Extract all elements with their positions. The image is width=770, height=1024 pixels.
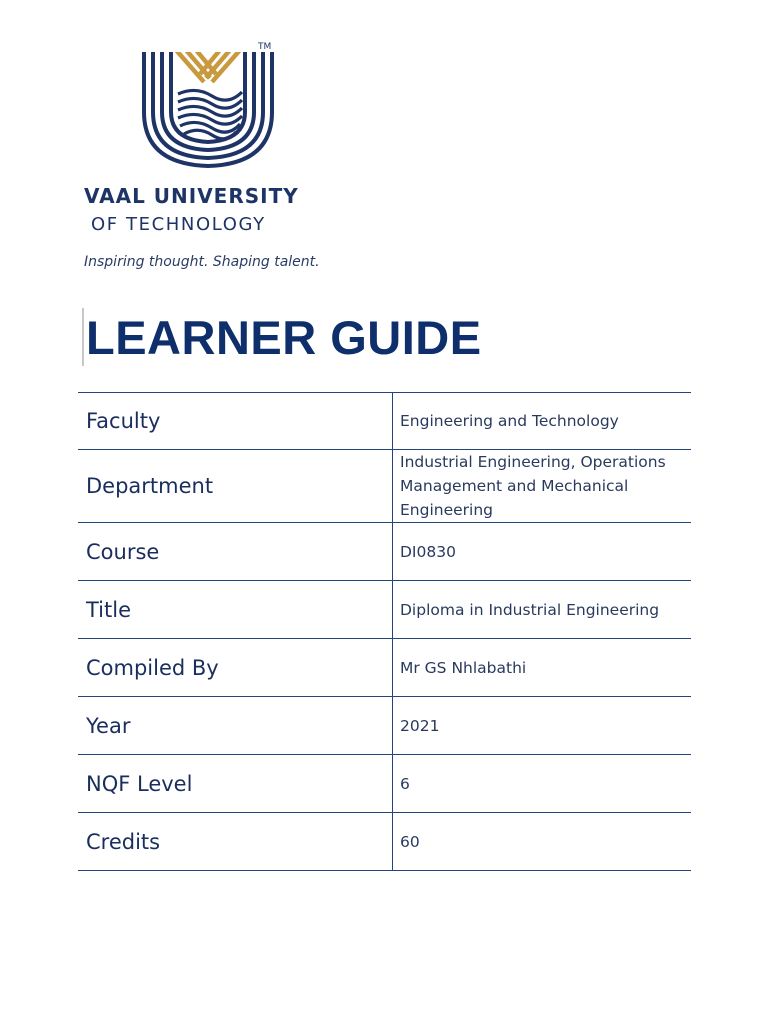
row-label: Credits [78, 813, 393, 871]
trademark-symbol: TM [258, 42, 272, 52]
row-value: 60 [400, 832, 420, 851]
row-label: Compiled By [78, 639, 393, 697]
table-row-faculty [78, 393, 691, 450]
row-label: Year [78, 697, 393, 755]
university-tagline: Inspiring thought. Shaping talent. [84, 254, 320, 270]
row-value: Engineering and Technology [400, 412, 619, 430]
row-value: 6 [400, 774, 410, 793]
university-name-line1: VAAL UNIVERSITY [84, 184, 299, 208]
table-row-credits [78, 813, 691, 871]
row-value: Mr GS Nhlabathi [400, 658, 527, 677]
university-logo [82, 36, 342, 286]
university-name-line2: OF TECHNOLOGY [91, 214, 266, 235]
table-row-course [78, 523, 691, 581]
row-value: DI0830 [400, 542, 456, 561]
row-value: 2021 [400, 716, 440, 735]
row-label: Title [78, 581, 393, 639]
table-row-nqf-level [78, 755, 691, 813]
vut-emblem-icon [138, 42, 278, 172]
table-row-department [78, 450, 691, 523]
row-label: Faculty [78, 393, 393, 450]
document-title: LEARNER GUIDE [86, 311, 482, 364]
row-label: Course [78, 523, 393, 581]
title-accent-bar [82, 308, 84, 366]
guide-info-table [78, 392, 691, 871]
row-label: NQF Level [78, 755, 393, 813]
table-row-year [78, 697, 691, 755]
table-row-title [78, 581, 691, 639]
row-label: Department [78, 450, 393, 523]
table-row-compiled-by [78, 639, 691, 697]
row-value: Diploma in Industrial Engineering [400, 600, 660, 619]
row-value: Industrial Engineering, Operations Management and Mechanical Engineering [400, 453, 666, 519]
